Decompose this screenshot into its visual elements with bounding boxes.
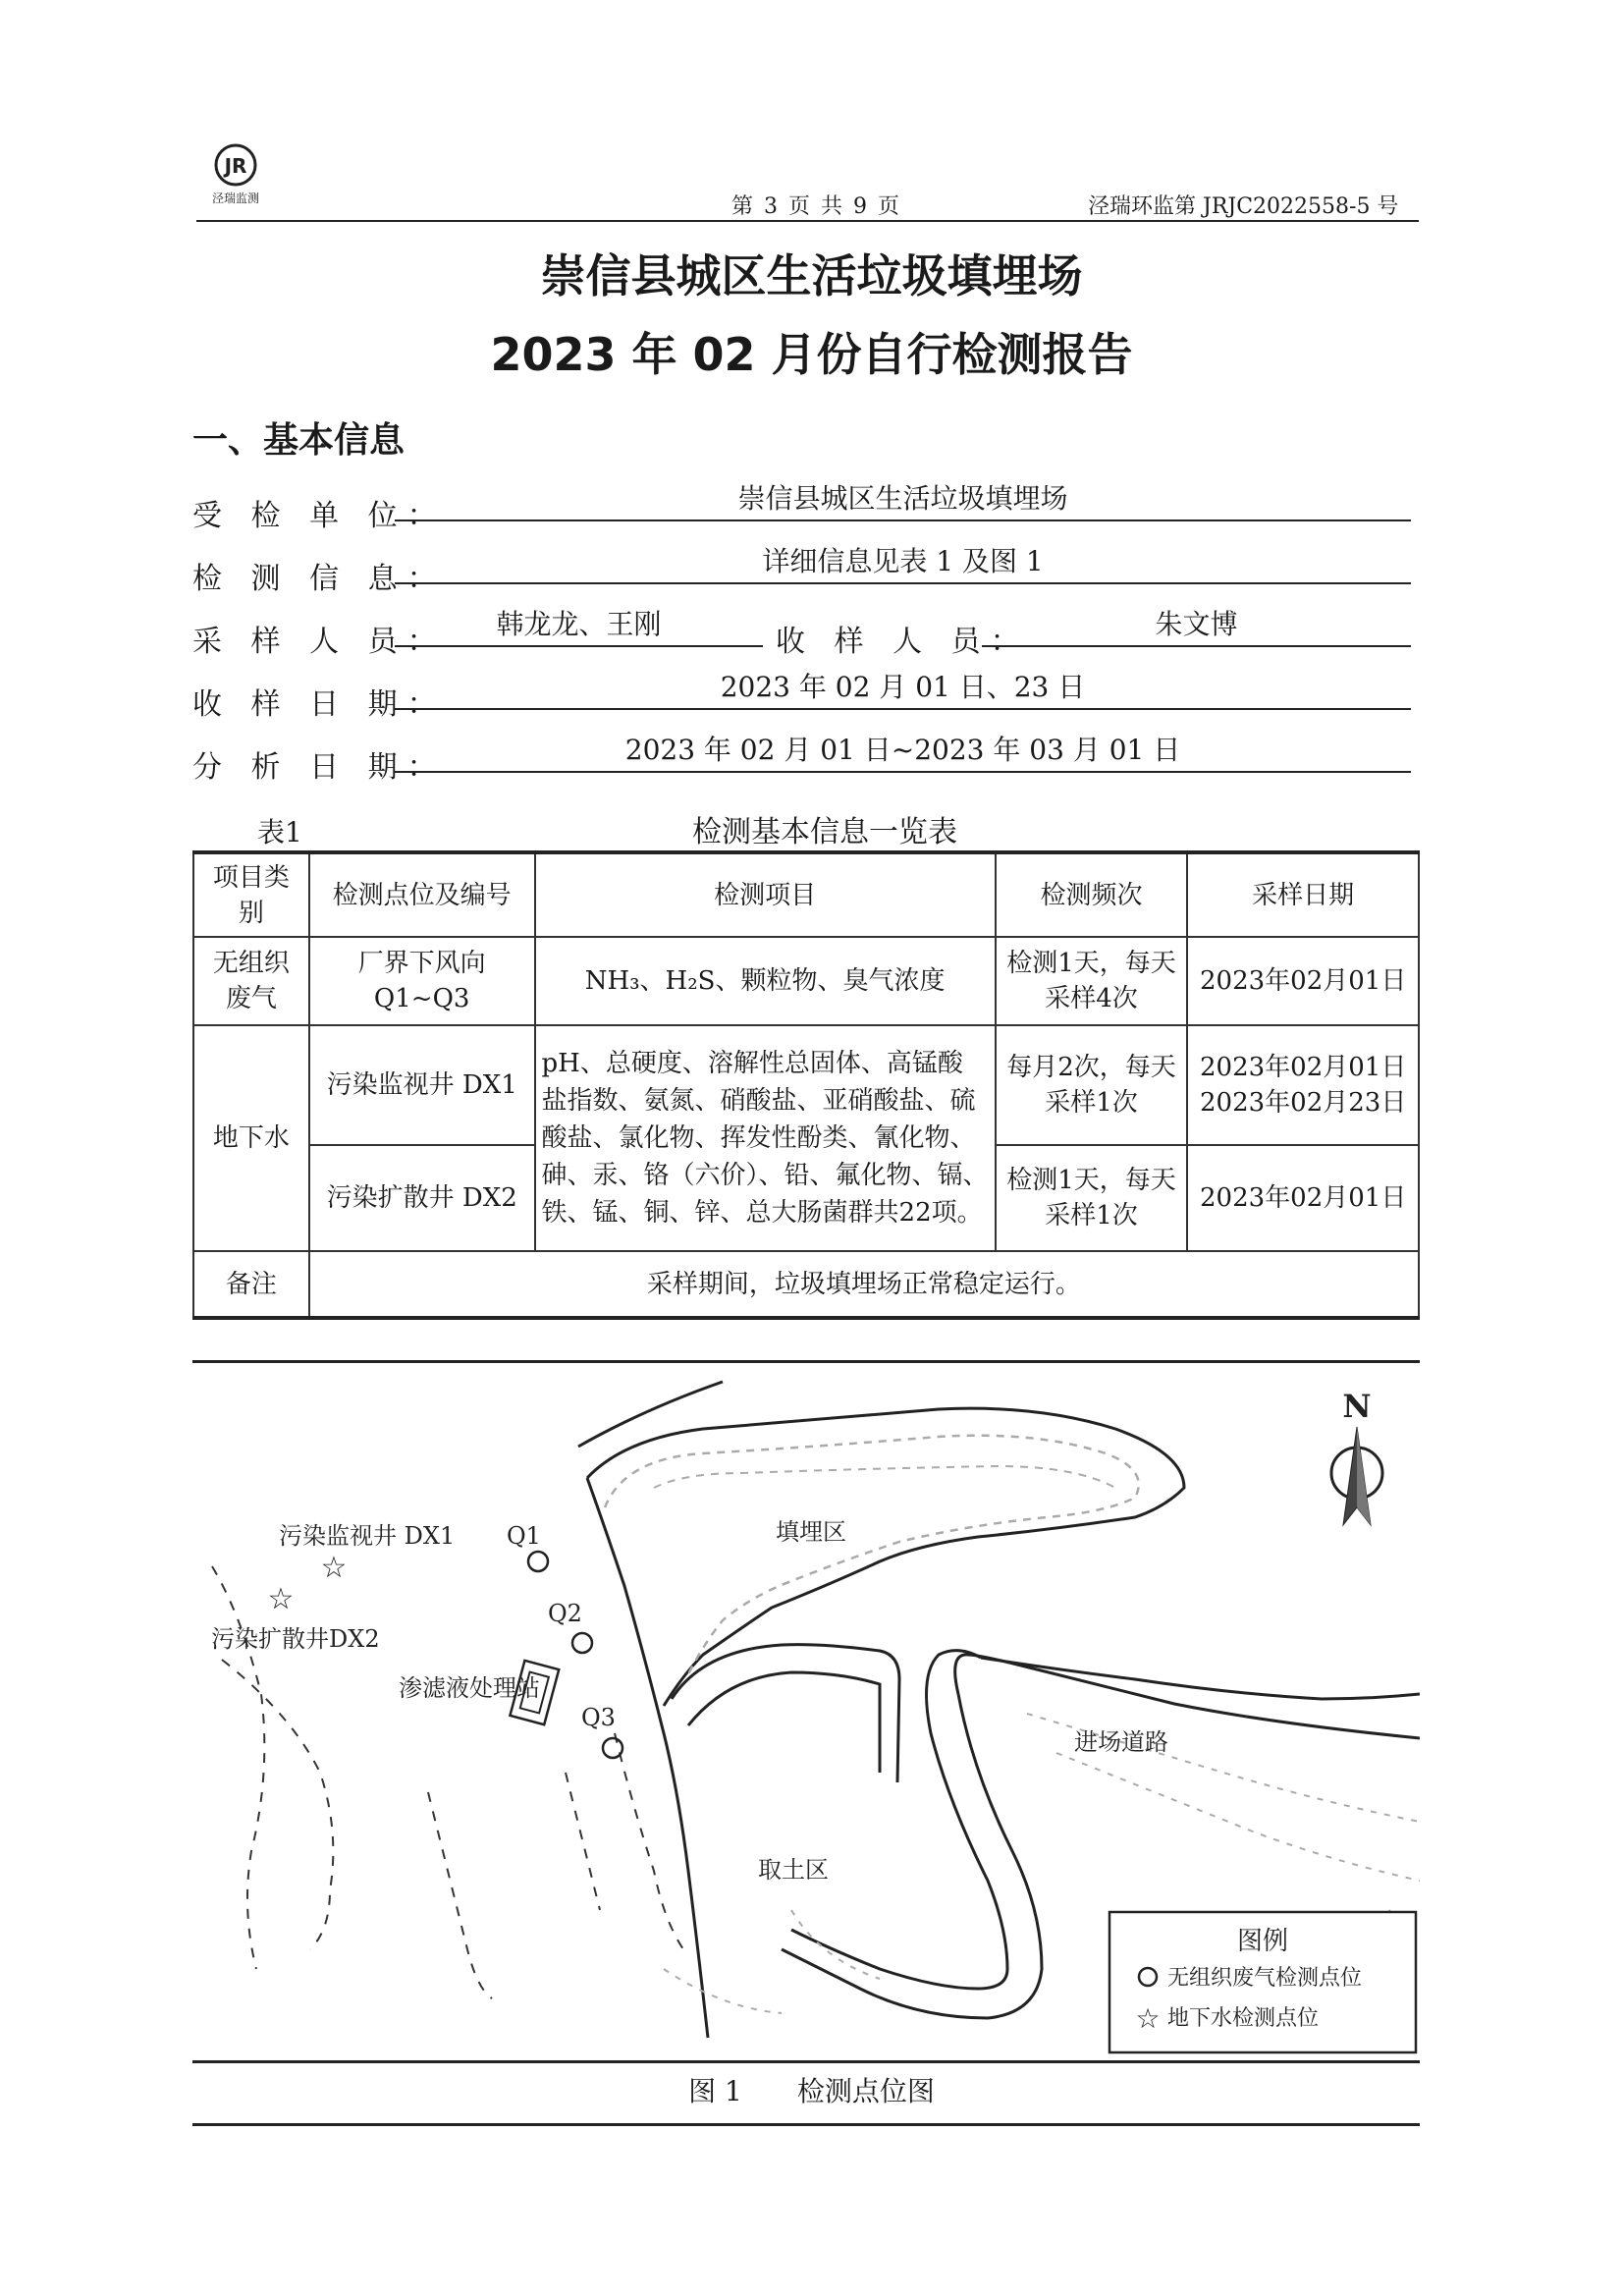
table-header-row (193, 852, 1419, 937)
svg-text:泾瑞监测: 泾瑞监测 (211, 191, 260, 205)
page-indicator: 第 3 页 共 9 页 (731, 194, 901, 219)
top-boundary-line (578, 1382, 723, 1447)
west-boundary-5 (566, 1773, 600, 1910)
header-frequency: 检测频次 (996, 852, 1188, 937)
dx1-star-icon: ☆ (320, 1551, 348, 1585)
svg-text:JR: JR (224, 154, 247, 178)
header-point: 检测点位及编号 (309, 852, 535, 937)
groundwater-items: pH、总硬度、溶解性总固体、高锰酸盐指数、氨氮、硝酸盐、亚硝酸盐、硫酸盐、氯化物、挥发性酚类、氰化物、砷、汞、铬（六价）、铅、氟化物、镉、铁、锰、铜、锌、总大肠菌群共22项。 (535, 1025, 996, 1251)
header-date: 采样日期 (1187, 852, 1419, 937)
detection-info-label: 检 测 信 息： (192, 562, 447, 596)
q2-label: Q2 (548, 1600, 582, 1627)
dx1-date-1: 2023年02月01日 (1200, 1053, 1407, 1082)
samplers-label: 采 样 人 员： (192, 625, 447, 659)
q2-point-marker (572, 1633, 592, 1653)
analysis-date-label: 分 析 日 期： (192, 750, 447, 785)
detection-info-table (192, 850, 1420, 1320)
inspected-unit-label: 受 检 单 位： (192, 499, 447, 533)
analysis-date-value: 2023 年 02 月 01 日~2023 年 03 月 01 日 (395, 730, 1411, 773)
leachate-station-label: 渗滤液处理站 (399, 1674, 540, 1702)
dx1-frequency: 每月2次，每天采样1次 (996, 1025, 1188, 1145)
q1-label: Q1 (507, 1522, 541, 1550)
samplers-value: 韩龙龙、王刚 (395, 604, 763, 647)
header-items: 检测项目 (535, 852, 996, 937)
landfill-area-label: 填埋区 (776, 1518, 846, 1546)
table-label: 表1 (257, 816, 302, 848)
road-left-inner (672, 1645, 899, 1782)
monitoring-point-map (192, 1360, 1420, 2062)
map-legend (1109, 1912, 1416, 2052)
west-boundary-2 (222, 1660, 333, 1949)
dx1-label: 污染监视井 DX1 (279, 1522, 456, 1550)
landfill-boundary-inner (605, 1436, 1139, 1674)
table-row-air (193, 937, 1419, 1025)
legend-water-point: 地下水检测点位 (1167, 2006, 1320, 2031)
west-boundary-3 (428, 1792, 492, 1998)
receive-date-value: 2023 年 02 月 01 日、23 日 (395, 667, 1411, 710)
header-category: 项目类别 (193, 852, 309, 937)
table-row-remark (193, 1251, 1419, 1318)
landfill-west-edge (587, 1478, 708, 2038)
dx1-point: 污染监视井 DX1 (309, 1025, 535, 1145)
q3-label: Q3 (581, 1704, 616, 1731)
air-date: 2023年02月01日 (1187, 937, 1419, 1025)
table-title: 检测基本信息一览表 (692, 815, 957, 849)
landfill-inner-contour (654, 1466, 1115, 1488)
groundwater-category: 地下水 (193, 1025, 309, 1251)
report-title-line2: 2023 年 02 月份自行检测报告 (490, 328, 1133, 381)
header-divider (196, 220, 1419, 222)
air-items: NH₃、H₂S、颗粒物、臭气浓度 (535, 937, 996, 1025)
receiver-label: 收 样 人 员： (776, 625, 1030, 659)
remark-text: 采样期间，垃圾填埋场正常稳定运行。 (309, 1251, 1419, 1318)
report-number: 泾瑞环监第 JRJC2022558-5 号 (1088, 194, 1399, 219)
dx2-star-icon: ☆ (267, 1582, 295, 1616)
legend-star-icon: ☆ (1135, 2002, 1161, 2035)
inspected-unit-value: 崇信县城区生活垃圾填埋场 (395, 478, 1411, 521)
dx2-frequency: 检测1天，每天采样1次 (996, 1145, 1188, 1251)
remark-label: 备注 (193, 1251, 309, 1318)
legend-air-point: 无组织废气检测点位 (1167, 1966, 1363, 1991)
road-left-outer (688, 1672, 880, 1773)
legend-title: 图例 (1236, 1927, 1289, 1956)
contour-east-2 (1056, 1753, 1420, 1881)
page-bottom-rule (192, 2123, 1420, 2126)
road-east-edge (981, 1658, 1420, 1699)
dx2-label: 污染扩散井DX2 (211, 1625, 380, 1653)
dx2-point: 污染扩散井 DX2 (309, 1145, 535, 1251)
q1-point-marker (528, 1552, 548, 1571)
receive-date-label: 收 样 日 期： (192, 687, 447, 722)
access-road-label: 进场道路 (1074, 1728, 1168, 1756)
borrow-area-label: 取土区 (758, 1856, 829, 1884)
air-point: 厂界下风向 Q1~Q3 (309, 937, 535, 1025)
section-heading: 一、基本信息 (192, 420, 406, 461)
table-row-dx1 (193, 1025, 1419, 1145)
dx1-date-2: 2023年02月23日 (1200, 1088, 1407, 1118)
report-title-line1: 崇信县城区生活垃圾填埋场 (540, 249, 1083, 302)
company-logo (196, 137, 275, 216)
map-bottom-rule (192, 2060, 1420, 2063)
north-label: N (1342, 1388, 1372, 1425)
north-arrow-icon (1331, 1427, 1382, 1525)
air-frequency: 检测1天，每天采样4次 (996, 937, 1188, 1025)
figure-caption: 图 1 检测点位图 (688, 2075, 935, 2107)
detection-info-value: 详细信息见表 1 及图 1 (395, 541, 1411, 584)
receiver-value: 朱文博 (982, 604, 1411, 647)
west-boundary-4 (615, 1733, 683, 1949)
dx1-dates (1187, 1025, 1419, 1145)
dx2-date: 2023年02月01日 (1187, 1145, 1419, 1251)
air-category: 无组织废气 (193, 937, 309, 1025)
q3-point-marker (603, 1738, 622, 1758)
landfill-boundary-outer (587, 1408, 1184, 1706)
